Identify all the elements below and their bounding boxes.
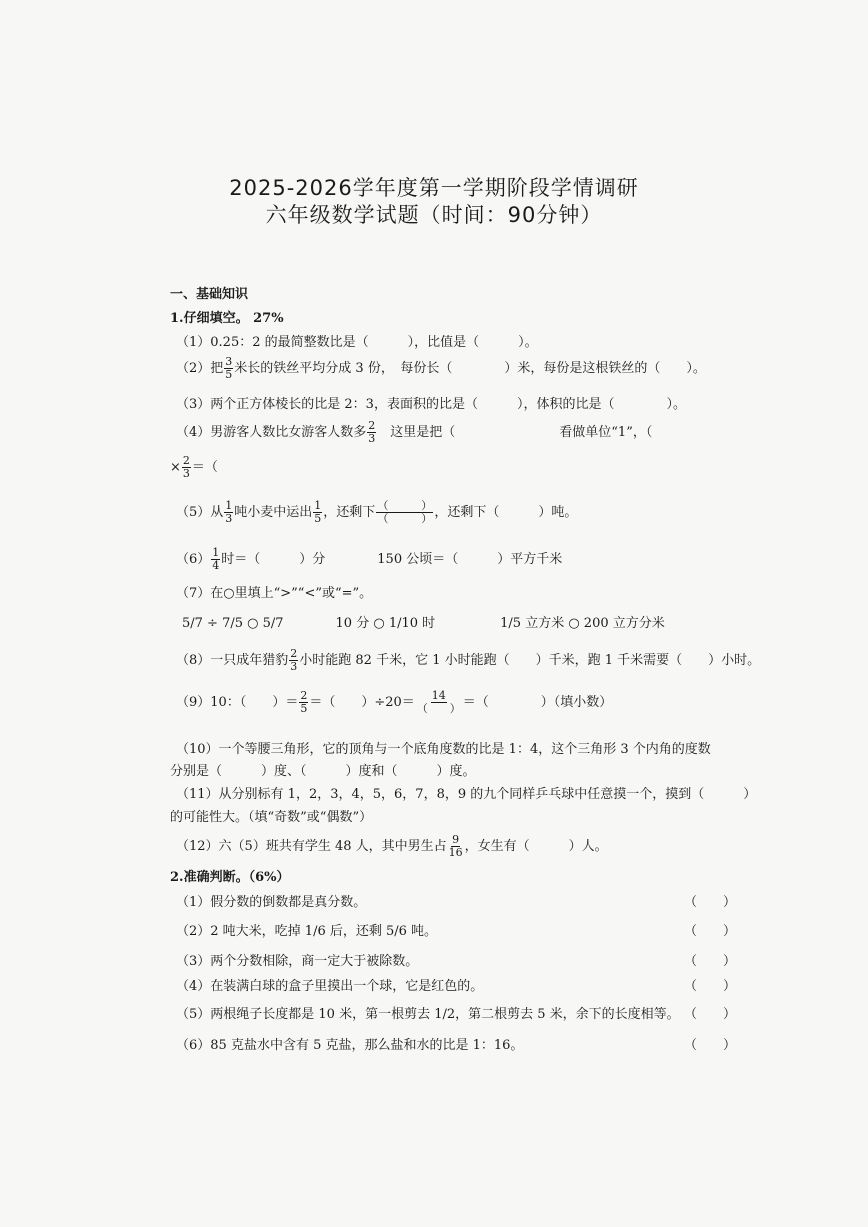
q5-frac1-num: 1	[225, 499, 233, 512]
q6-fraction	[211, 547, 220, 572]
q2-frac-num: 3	[225, 355, 233, 368]
judge-item-3: （3）两个分数相除，商一定大于被除数。	[176, 954, 419, 969]
judge-item-1: （1）假分数的倒数都是真分数。	[176, 895, 367, 910]
q5-frac2-den: 5	[314, 512, 322, 525]
q9-text-c: ＝（ ）（填小数）	[462, 695, 613, 710]
question-8	[176, 648, 760, 673]
question-5	[176, 500, 577, 525]
q5-text-c: ，还剩下	[323, 505, 376, 520]
q9-text-a: （9）10：（ ）＝	[176, 695, 299, 710]
question-6	[176, 547, 562, 572]
q2-text-a: （2）把	[176, 361, 224, 376]
q2-text-b: 米长的铁丝平均分成 3 份， 每份长（ ）米，每份是这根铁丝的（ ）。	[234, 361, 706, 376]
q9-frac2-den: （ ）	[416, 702, 461, 715]
q6-frac-den: 4	[212, 559, 220, 572]
question-7: （7）在○里填上“>”“<”或“=”。	[176, 586, 373, 601]
q9-frac2-num: 14	[431, 689, 446, 702]
question-11-line-1: （11）从分别标有 1，2，3，4，5，6，7，8，9 的九个同样乒乓球中任意摸一个，摸到（ ）	[176, 787, 757, 802]
judge-answer-5[interactable]: （ ）	[684, 1007, 737, 1022]
question-3: （3）两个正方体棱长的比是 2：3，表面积的比是（ ），体积的比是（ ）。	[176, 397, 686, 412]
q2-fraction	[224, 356, 233, 381]
question-9	[176, 690, 612, 715]
q12-frac-num: 9	[452, 833, 460, 846]
question-4-continued	[170, 455, 218, 480]
question-4	[176, 420, 652, 445]
q4c-text-b: ＝（	[191, 460, 218, 475]
q9-frac-num: 2	[300, 689, 308, 702]
q6-text-a: （6）	[176, 552, 211, 567]
question-11-line-2: 的可能性大。（填“奇数”或“偶数”）	[170, 810, 373, 825]
q4-frac-num: 2	[368, 419, 376, 432]
q4c-text-a: ×	[170, 460, 181, 475]
judge-answer-3[interactable]: （ ）	[684, 954, 737, 969]
q12-frac-den: 16	[448, 846, 463, 859]
question-7-row: 5/7 ÷ 7/5 ○ 5/7 10 分 ○ 1/10 时 1/5 立方米 ○ 200 立方分米	[182, 616, 665, 631]
q12-text-a: （12）六（5）班共有学生 48 人，其中男生占	[176, 839, 447, 854]
exam-subtitle: 六年级数学试题（时间：90分钟）	[265, 203, 603, 227]
q8-text-b: 小时能跑 82 千米，它 1 小时能跑（ ）千米，跑 1 千米需要（ ）小时。	[299, 653, 761, 668]
question-1: （1）0.25：2 的最简整数比是（ ），比值是（ ）。	[176, 335, 538, 350]
q4-frac-den: 3	[368, 432, 376, 445]
section-heading: 一、基础知识	[170, 287, 249, 302]
q4-text-a: （4）男游客人数比女游客人数多	[176, 425, 367, 440]
q6-frac-num: 1	[212, 546, 220, 559]
q5-text-a: （5）从	[176, 505, 224, 520]
part-heading: 1.仔细填空。 27%	[170, 311, 284, 326]
q8-text-a: （8）一只成年猎豹	[176, 653, 289, 668]
q5-frac3-den: （ ）	[377, 512, 433, 525]
q5-fraction-1	[224, 500, 233, 525]
q8-fraction	[289, 648, 298, 673]
q5-fraction-3	[376, 500, 433, 525]
q9-fraction	[299, 690, 308, 715]
q4-fraction	[367, 420, 376, 445]
judge-answer-6[interactable]: （ ）	[684, 1038, 737, 1053]
judge-item-4: （4）在装满白球的盒子里摸出一个球，它是红色的。	[176, 979, 484, 994]
q12-fraction	[448, 834, 464, 859]
judge-answer-4[interactable]: （ ）	[684, 979, 737, 994]
q12-text-b: ，女生有（ ）人。	[464, 839, 608, 854]
question-10-line-1: （10）一个等腰三角形，它的顶角与一个底角度数的比是 1：4，这个三角形 3 个内角的度数	[176, 742, 711, 757]
q5-frac3-num: （ ）	[377, 499, 433, 512]
question-12	[176, 834, 608, 859]
q5-frac1-den: 3	[225, 512, 233, 525]
part-2-heading: 2.准确判断。（6%）	[170, 870, 290, 885]
judge-item-5: （5）两根绳子长度都是 10 米，第一根剪去 1/2，第二根剪去 5 米，余下的长度相等。	[176, 1007, 680, 1022]
q5-text-d: ，还剩下（ ）吨。	[434, 505, 578, 520]
q5-fraction-2	[313, 500, 322, 525]
q9-fraction-2	[416, 690, 462, 715]
q9-text-b: ＝（ ）÷20＝	[309, 695, 415, 710]
q8-frac-num: 2	[290, 647, 298, 660]
judge-answer-1[interactable]: （ ）	[684, 895, 737, 910]
exam-title: 2025-2026学年度第一学期阶段学情调研	[229, 176, 639, 200]
q4c-frac-num: 2	[182, 454, 190, 467]
q4c-frac-den: 3	[182, 467, 190, 480]
judge-answer-2[interactable]: （ ）	[684, 924, 737, 939]
judge-item-6: （6）85 克盐水中含有 5 克盐，那么盐和水的比是 1：16。	[176, 1038, 524, 1053]
q4c-fraction	[182, 455, 191, 480]
q4-text-b: 这里是把（ 看做单位“1”，（	[377, 425, 653, 440]
question-2	[176, 356, 706, 381]
q6-text-b: 时＝（ ）分 150 公顷＝（ ）平方千米	[221, 552, 563, 567]
q9-frac-den: 5	[300, 702, 308, 715]
judge-item-2: （2）2 吨大米，吃掉 1/6 后，还剩 5/6 吨。	[176, 924, 438, 939]
q2-frac-den: 5	[225, 368, 233, 381]
question-10-line-2: 分别是（ ）度、（ ）度和（ ）度。	[170, 764, 476, 779]
q8-frac-den: 3	[290, 660, 298, 673]
q5-text-b: 吨小麦中运出	[234, 505, 313, 520]
q5-frac2-num: 1	[314, 499, 322, 512]
